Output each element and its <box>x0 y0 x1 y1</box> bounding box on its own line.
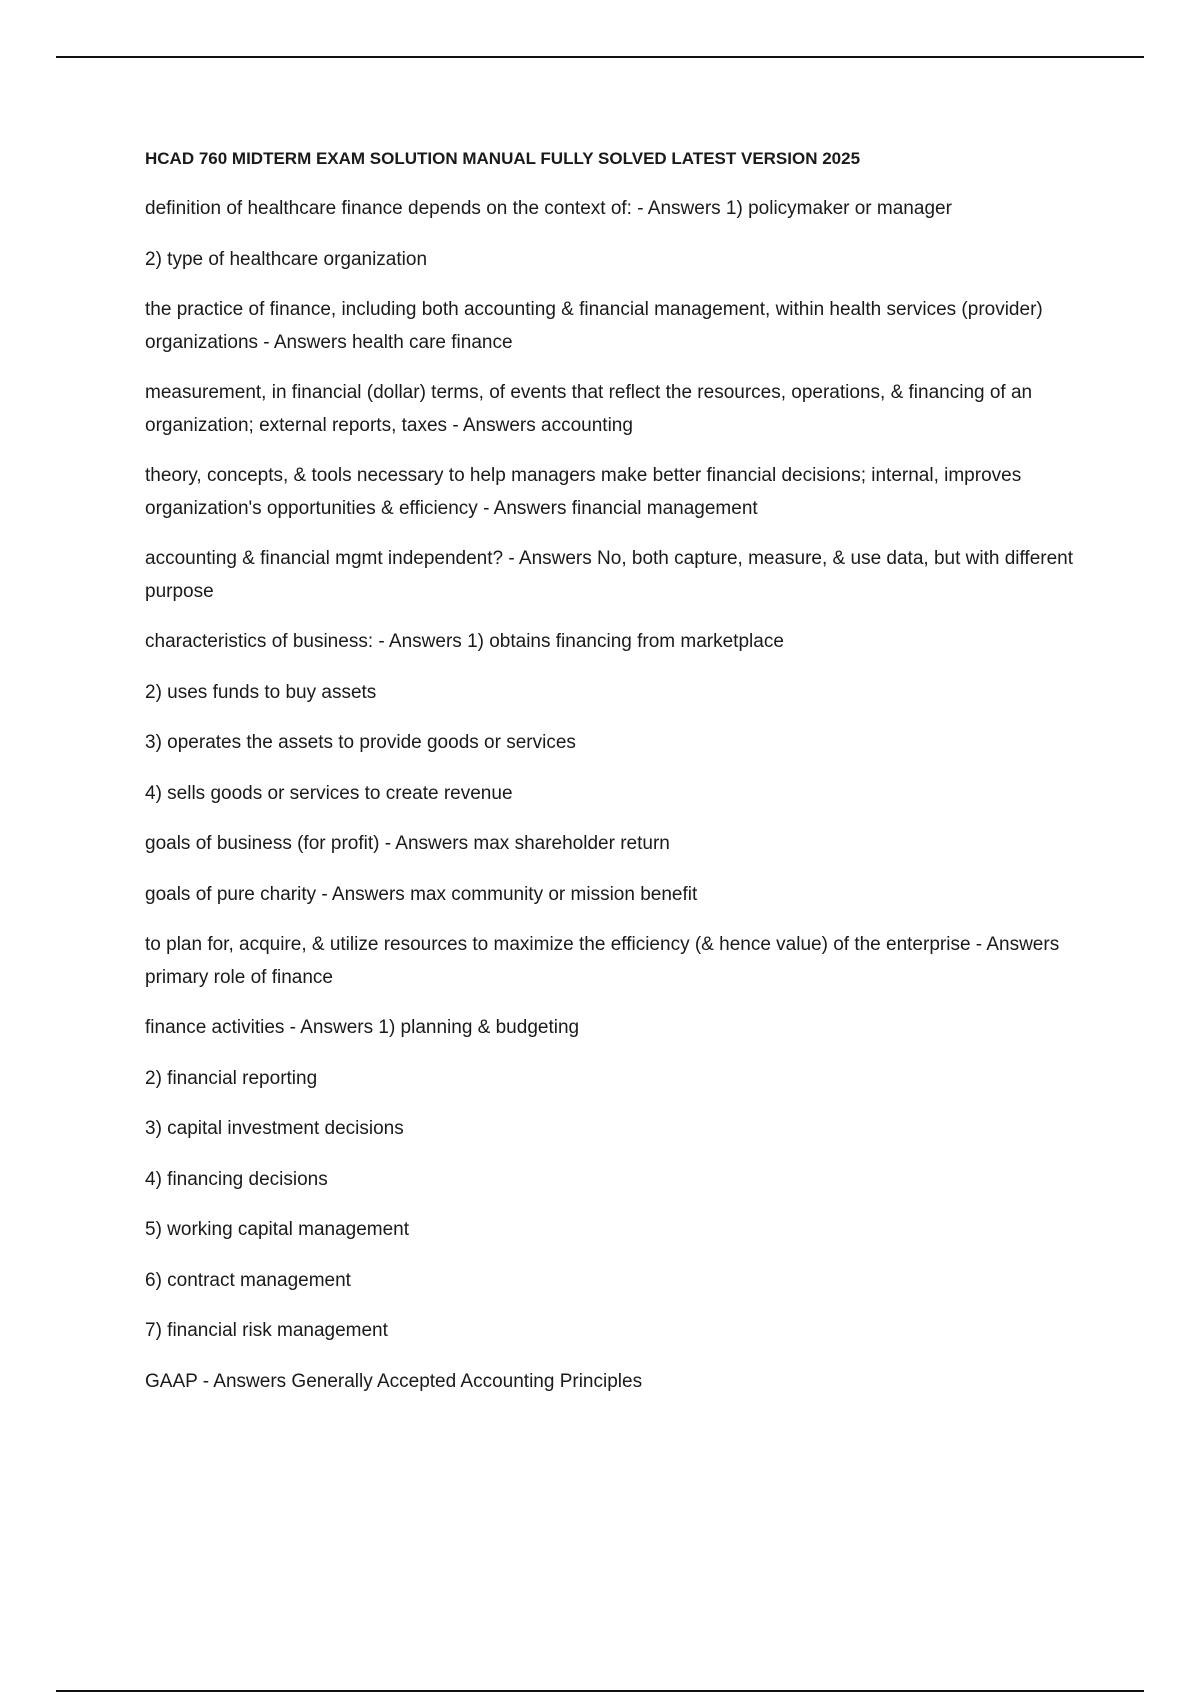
paragraph: characteristics of business: - Answers 1) obtains financing from marketplace <box>145 631 784 652</box>
paragraph: 2) type of healthcare organization <box>145 248 428 270</box>
paragraph: 2) uses funds to buy assets <box>145 681 377 703</box>
paragraph: 6) contract management <box>145 1269 351 1291</box>
paragraph: GAAP - Answers Generally Accepted Accounting Principles <box>145 1370 643 1392</box>
bottom-divider <box>56 1690 1144 1692</box>
paragraph: goals of business (for profit) - Answers max shareholder return <box>145 833 670 854</box>
paragraph: finance activities - Answers 1) planning & budgeting <box>145 1017 580 1038</box>
document-title: HCAD 760 MIDTERM EXAM SOLUTION MANUAL FULLY SOLVED LATEST VERSION 2025 <box>145 149 861 168</box>
paragraph: measurement, in financial (dollar) terms, of events that reflect the resources, operations, & financing of an organization; external reports, taxes - Answers accounting <box>145 382 1033 436</box>
paragraph: theory, concepts, & tools necessary to help managers make better financial decisions; internal, improves organization's opportunities & efficiency - Answers financial management <box>145 465 1022 519</box>
top-divider <box>56 56 1144 58</box>
paragraph: 7) financial risk management <box>145 1320 388 1341</box>
paragraph: 4) financing decisions <box>145 1168 328 1190</box>
document-body <box>145 143 1090 1416</box>
paragraph: accounting & financial mgmt independent? - Answers No, both capture, measure, & use data, but with different purpose <box>145 548 1074 602</box>
paragraph: 2) financial reporting <box>145 1067 318 1089</box>
paragraph: 4) sells goods or services to create revenue <box>145 782 513 804</box>
paragraph: goals of pure charity - Answers max community or mission benefit <box>145 883 698 905</box>
paragraph: definition of healthcare finance depends on the context of: - Answers 1) policymaker or manager <box>145 198 952 219</box>
paragraph: 3) capital investment decisions <box>145 1118 404 1139</box>
paragraph: the practice of finance, including both accounting & financial management, within health services (provider) organizations - Answers health care finance <box>145 299 1043 353</box>
paragraph: 5) working capital management <box>145 1219 410 1240</box>
paragraph: 3) operates the assets to provide goods or services <box>145 732 576 753</box>
paragraph: to plan for, acquire, & utilize resources to maximize the efficiency (& hence value) of the enterprise - Answers primary role of finance <box>145 934 1060 988</box>
